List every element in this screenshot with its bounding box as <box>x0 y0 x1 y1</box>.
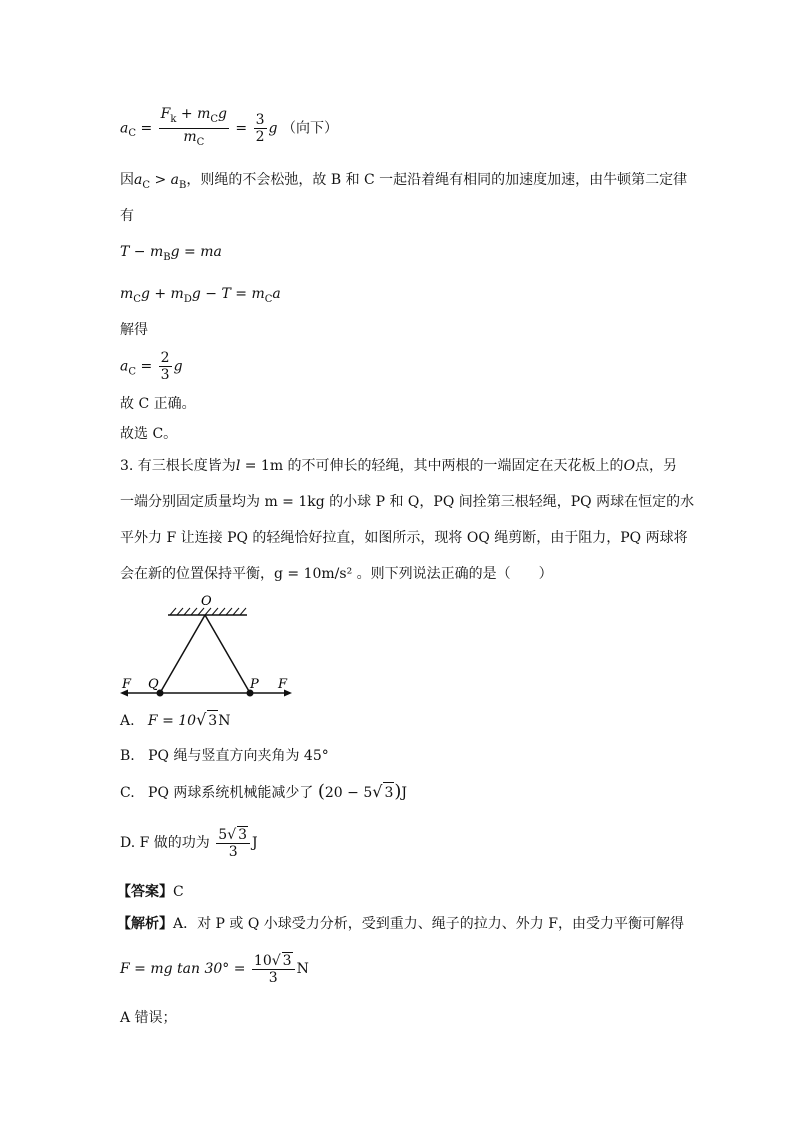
option-b-label: B. <box>120 748 135 764</box>
equation-acceleration-c: $a_C$ = $\frac{F_k + m_Cg}{m_C}$ = $\frac{3}{2}$ g （向下） <box>120 106 338 151</box>
eq1-lhs-sub: C <box>128 128 137 140</box>
question-3-line-4: 会在新的位置保持平衡，g = 10m/s² 。则下列说法正确的是（ ） <box>120 566 553 582</box>
rope-oq <box>160 615 205 693</box>
option-b-text: PQ 绳与竖直方向夹角为 45° <box>148 748 329 764</box>
analysis-equation <box>120 952 309 986</box>
option-c-expr: 20 − 5 <box>324 785 373 801</box>
answer-label: 【答案】 <box>117 884 173 900</box>
option-c-root: 3 <box>383 782 394 803</box>
option-d-den: 3 <box>228 844 238 860</box>
option-c-text: PQ 两球系统机械能减少了 <box>148 785 314 801</box>
analysis-text: A．对 P 或 Q 小球受力分析，受到重力、绳子的拉力、外力 F，由受力平衡可解得 <box>173 916 684 932</box>
label-o: O <box>201 594 212 609</box>
equation-tension-b: $T - m_Bg$ = ma <box>120 244 222 263</box>
eq1-result-num: 3 <box>255 111 265 128</box>
analysis-line <box>117 914 684 934</box>
eq2-sub: B <box>163 251 171 263</box>
analysis-eq-num: 10 <box>253 953 272 969</box>
option-d <box>120 826 258 860</box>
answer-value: C <box>173 884 184 900</box>
rope-diagram <box>110 592 300 702</box>
line2-continuation: 有 <box>120 208 134 224</box>
eq4-den: 3 <box>160 367 170 383</box>
option-d-unit: J <box>252 835 258 851</box>
ceiling-hatching <box>170 608 246 615</box>
label-p: P <box>250 677 259 692</box>
eq3-sub-d: D <box>183 293 192 305</box>
equation-tension-cd: $m_Cg + m_Dg - T = m_Ca$ <box>120 286 281 305</box>
option-d-fraction: $\frac{5√ 3}{3}$ <box>216 826 250 860</box>
label-q: Q <box>148 677 159 692</box>
solve-label: 解得 <box>120 322 148 338</box>
paragraph-comparison: 因$a_C > a_B$，则绳的不会松弛，故 B 和 C 一起沿着绳有相同的加速度加速，由牛顿第二定律 <box>120 172 688 191</box>
option-d-num: 5 <box>218 827 228 843</box>
option-c: C. PQ 两球系统机械能减少了 (20 − 5√ 3)J <box>120 781 408 802</box>
q3-line1-c: = 1m 的不可伸长的轻绳，其中两根的一端固定在天花板上的 <box>240 458 624 474</box>
eq4-num: 2 <box>160 350 170 366</box>
eq1-result-fraction <box>254 112 267 145</box>
label-f-left: F <box>122 677 132 692</box>
option-d-root: 3 <box>238 827 248 843</box>
line2-prefix: 因 <box>120 172 134 188</box>
analysis-eq-root: 3 <box>282 953 292 969</box>
eq3-sub-c2: C <box>264 293 273 305</box>
q3-line1-a: 3. 有三根长度皆为 <box>120 458 236 474</box>
rope-op <box>205 615 250 693</box>
analysis-verdict: A 错误； <box>120 1010 177 1026</box>
eq4-fraction <box>159 350 172 383</box>
eq1-num-f-sub: k <box>170 113 177 125</box>
option-a-label: A. <box>120 713 135 729</box>
option-d-text: F 做的功为 <box>139 835 210 851</box>
analysis-label: 【解析】 <box>117 916 173 932</box>
option-a-text: F = 10 <box>147 713 197 729</box>
answer-line <box>117 882 184 902</box>
question-3-line-3: 平外力 F 让连接 PQ 的轻绳恰好拉直，如图所示，现将 OQ 绳剪断，由于阻力，PQ 两球将 <box>120 530 688 546</box>
option-c-unit: J <box>401 785 408 801</box>
analysis-eq-lhs: F = mg tan 30° = <box>120 961 246 977</box>
option-b <box>120 746 329 766</box>
line2-text: ，则绳的不会松弛，故 B 和 C 一起沿着绳有相同的加速度加速，由牛顿第二定律 <box>186 172 688 188</box>
option-a-root: 3 <box>207 710 218 731</box>
eq1-direction: （向下） <box>281 120 338 137</box>
eq1-fraction: $\frac{F_k + m_Cg}{m_C}$ <box>160 106 227 148</box>
q3-line1-d: O <box>623 458 636 474</box>
eq1-den-sub: C <box>196 136 205 148</box>
eq3-sub-c: C <box>133 293 141 305</box>
label-f-right: F <box>278 677 288 692</box>
analysis-eq-unit: N <box>296 961 309 977</box>
q3-line1-e: 点，另 <box>635 458 678 474</box>
q3-line1-b: l <box>235 458 241 474</box>
analysis-eq-fraction: $\frac{10√ 3}{3}$ <box>252 952 295 986</box>
option-a-unit: N <box>218 713 231 729</box>
eq4-sub: C <box>128 366 137 378</box>
option-d-label: D. <box>120 835 136 851</box>
conclusion-2: 故选 C。 <box>120 426 178 442</box>
eq1-num-m-sub: C <box>210 113 219 125</box>
question-3-line-2: 一端分别固定质量均为 m = 1kg 的小球 P 和 Q，PQ 间拴第三根轻绳，PQ 两球在恒定的水 <box>120 494 695 510</box>
equation-ac-result: $a_C$ = $\frac{2}{3}$ g <box>120 350 183 383</box>
question-3-line-1 <box>120 456 677 476</box>
option-c-label: C. <box>120 785 135 801</box>
conclusion-1: 故 C 正确。 <box>120 396 196 412</box>
eq1-result-den: 2 <box>255 128 265 145</box>
option-a: A. F = 10√ 3N <box>120 710 231 729</box>
analysis-eq-den: 3 <box>268 970 278 986</box>
